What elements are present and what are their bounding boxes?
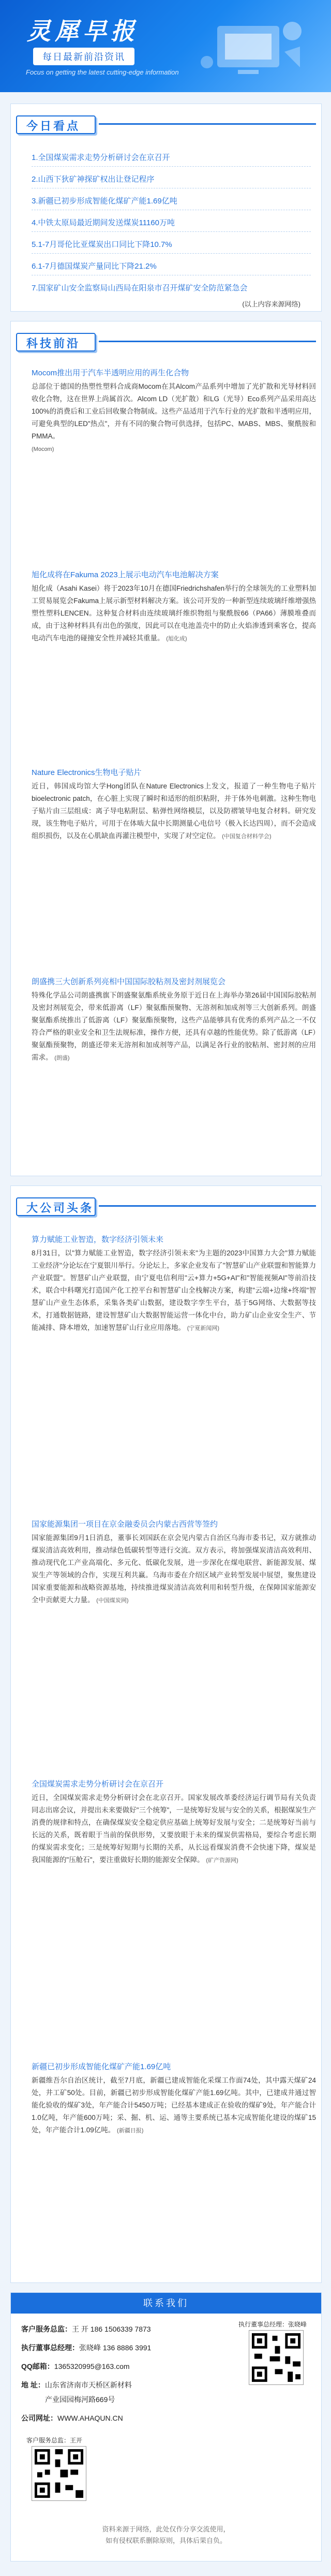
list-item[interactable]: 4.中铁太原局最近期间发送煤炭11160万吨: [32, 217, 311, 228]
tech-illustration-icon: [197, 10, 310, 83]
article-title[interactable]: Nature Electronics生物电子贴片: [32, 768, 142, 777]
contact-line: 地 址：山东省济南市天桥区新材料: [21, 2381, 132, 2389]
contact-line[interactable]: 公司网址：WWW.AHAQUN.CN: [21, 2414, 123, 2422]
article-source: (Mocom): [32, 446, 54, 452]
brand-subtitle: Focus on getting the latest cutting-edge information: [26, 68, 179, 76]
list-item[interactable]: 1.全国煤炭需求走势分析研讨会在京召开: [32, 152, 311, 163]
qr-caption: 执行董事总经理：张晓峰: [238, 2321, 307, 2328]
article-source: (中国煤炭网): [96, 1598, 129, 1604]
article-body: 8月31日，以"算力赋能工业智造，数字经济引领未来"为主题的2023中国算力大会"算力赋能工业经济"分论坛在宁夏银川举行。分论坛上，多家企业发布了"智慧矿山产业联盟和智能算力产业联盟"。智慧矿山产业联盟，由宁夏电信利用"云+算力+5G+AI"和"智能视频AI"等前沿技术，联合中科曙光打造国产化工控平台和智慧矿山全栈解决方案，构建"云端+边缘+终端"智慧矿山产业生态体系，采集各类矿山数据，建设数字孪生平台，基于5G网络、大数据等技术，打通数据链路，建设智慧矿山大数据智能运营一体化中台，助力矿山企业安全生产、节能减排、降本增效，加速智慧矿山行业应用落地。 (宁夏新闻网): [32, 1249, 316, 1331]
article-body: 近日，韩国成均馆大学Hong团队在Nature Electronics上发文，报道了一种生物电子贴片bioelectronic patch，在心脏上实现了瞬时和适形的组织粘附，并于体外电刺激。这种生物电子贴片由三层组成：离子导电粘附层、粘弹性网络模层，以及防褶皱导电复合材料。研究发现，该生物电子贴片，可用于在体啮大鼠中长期测量心电信号（极入长达四周），而不会造成组织损伤，以及在心肌缺血再灌注模型中，实现了对空定位。 (中国复合材料学会): [32, 782, 316, 840]
list-item[interactable]: 6.1-7月德国煤炭产量同比下降21.2%: [32, 260, 311, 271]
headlines-section: [10, 1185, 322, 2283]
headlines-section-title: 大公司头条: [26, 1202, 94, 1214]
article-body: 总部位于德国的热塑性塑料合成商Mocom在其Alcom产品系列中增加了光扩散和光导材料回收化合物，这在世界上尚属首次。Alcom LD（光扩散）和LG（光导）Eco系列产品采用高达100%的消费后和工业后回收聚合物制成。这些产品适用于汽车行业的光扩散和半透明应用，可避免典型的LED"热点"，并有不同的聚合物可供选择，包括PC、MABS、MBS、聚酰胺和PMMA。 (Mocom): [32, 383, 316, 452]
today-section-header: [16, 109, 130, 135]
headlines-section-header: [16, 1191, 130, 1217]
article-title[interactable]: Mocom推出用于汽车半透明应用的再生化合物: [32, 369, 189, 377]
article-title[interactable]: 全国煤炭需求走势分析研讨会在京召开: [32, 1780, 164, 1789]
contact-line: 产业园园梅河路669号: [45, 2395, 115, 2404]
today-section-title: 今日看点: [26, 120, 81, 133]
tech-section-header: [16, 327, 130, 353]
qr-caption: 客户服务总监：王开: [26, 2437, 83, 2444]
article-source: (矿产资源网): [206, 1857, 238, 1864]
article-source: (朗盛): [54, 1055, 70, 1061]
article-source: (中国复合材料学会): [222, 833, 272, 840]
contact-line[interactable]: QQ邮箱：1365320995@163.com: [21, 2362, 130, 2370]
article-body: 近日，全国煤炭需求走势分析研讨会在北京召开。国家发展改革委经济运行调节局有关负责同志出席会议，并提出未来要做好"三个统筹"，一是统筹好发展与安全的关系，根据煤炭生产消费的规律和特点，在确保煤炭安全稳定供应基础上统筹好发展与安全；二是统筹好当前与长远的关系，既着眼于当前的保供形势，又要放眼于未来的煤炭供需格局，要综合考虑长期的煤炭需求变化；三是统筹好短期与长期的关系，从长远看煤炭消费不会快速下降，煤炭是我国能源的"压舱石"，要注重做好长期的能源安全保障。 (矿产资源网): [32, 1794, 316, 1864]
brand-tagline: 每日最新前沿资讯: [33, 48, 134, 65]
article-title[interactable]: 朗盛携三大创新系列亮相中国国际胶粘剂及密封剂展览会: [32, 977, 226, 986]
list-item[interactable]: 3.新疆已初步形成智能化煤矿产能1.69亿吨: [32, 195, 311, 206]
article-body: 国家能源集团9月1日消息，董事长刘国跃在京会见内蒙古自治区乌海市委书记，双方就推动煤炭清洁高效利用，推动绿色低碳转型等进行交流。双方表示，将加强煤炭清洁高效利用、推动现代化工产业高端化、多元化、低碳化发展，进一步深化在煤电联营、新能源发展、煤炭生产等领域的合作，实现互利共赢。乌海市委在介绍区域产业转型发展中展望，聚焦建设国家重要能源和战略资源基地，持续推进煤炭清洁高效利用和转型升级，在保障国家能源安全中贡献更大力量。 (中国煤炭网): [32, 1534, 316, 1604]
tech-section: [10, 321, 322, 1176]
article-source: (新疆日报): [117, 2128, 144, 2134]
contact-footer: [10, 2292, 322, 2562]
article-title[interactable]: 国家能源集团一项目在京金融委员会内蒙古西营等签约: [32, 1520, 218, 1529]
article-title[interactable]: 新疆已初步形成智能化煤矿产能1.69亿吨: [32, 2062, 171, 2071]
list-item[interactable]: 7.国家矿山安全监察局山西局在阳泉市召开煤矿安全防范紧急会: [32, 284, 248, 292]
article-body: 旭化成（Asahi Kasei）将于2023年10月在德国Friedrichshafen举行的全球领先的工业塑料加工贸易展览会Fakuma上展示新型材料解决方案。该公司开发的一种新型连续玻璃纤维增强热塑性塑料LENCEN。这种复合材料由连续玻璃纤维织物组与聚酰胺66（PA66）薄膜堆叠而成，由于这种材料具有出色的强度，因此可以在电池盖壳中的防止火焰渗透到乘客仓，提高电动汽车电池的碰撞安全性并减轻其重量。 (旭化成): [32, 584, 316, 642]
source-note: (以上内容来源网络): [242, 300, 300, 308]
article-source: (宁夏新闻网): [187, 1325, 220, 1331]
brand-title: 灵犀早报: [27, 18, 139, 45]
disclaimer: 资料来源于网络，此处仅作分享交流使用， 如有侵权联系删除原则，具体后果自负。: [102, 2525, 230, 2544]
list-item[interactable]: 5.1-7月哥伦比亚煤炭出口同比下降10.7%: [32, 239, 311, 250]
contact-line: 客户服务总监：王 开 186 1506339 7873: [21, 2325, 151, 2333]
today-section: [10, 104, 322, 312]
header-banner: [0, 0, 331, 92]
contact-line: 执行董事总经理：张晓峰 136 8886 3991: [21, 2344, 152, 2352]
article-source: (旭化成): [166, 636, 187, 642]
qr-code-icon: [249, 2330, 304, 2385]
tech-section-title: 科技前沿: [26, 337, 81, 350]
list-item[interactable]: 2.山西下狄矿神探矿权出让登记程序: [32, 173, 311, 184]
footer-title: 联系我们: [11, 2293, 321, 2314]
article-title[interactable]: 旭化成将在Fakuma 2023上展示电动汽车电池解决方案: [32, 570, 219, 579]
qr-code-icon: [32, 2446, 86, 2501]
article-body: 新疆维吾尔自治区统计，截至7月底，新疆已建成智能化采煤工作面74处，其中露天煤矿24处，井工矿50处。目前，新疆已初步形成智能化煤矿产能1.69亿吨。其中，已建成井通过智能化验收的煤矿3处，年产能合计5450万吨；已经基本建成正在验收的煤矿9处，年产能合计1.0亿吨，年产能600万吨；采、掘、机、运、通等主要系统已基本完成智能化建设的煤矿15处，年产能合计1.09亿吨。 (新疆日报): [32, 2076, 316, 2134]
article-title[interactable]: 算力赋能工业智造，数字经济引领未来: [32, 1235, 164, 1244]
article-body: 特殊化学品公司朗盛携旗下朗盛聚氨酯系统业务原于近日在上海举办第26届中国国际胶粘剂及密封剂展览会，带来低游离（LF）聚氨酯预聚物、无溶剂和加成剂等三大创新系列。朗盛聚氨酯系统推出了低游离（LF）聚氨酯预聚物，这些产品能够具有优秀的系列产品之一不仅符合严格的职业安全和卫生法规标准，操作方便，还具有卓越的性能优势。除了低游离（LF）聚氨酯预聚物，朗盛还带来无溶剂和加成剂等产品，以满足各行业的胶粘剂、密封剂的应用需求。 (朗盛): [32, 991, 316, 1061]
